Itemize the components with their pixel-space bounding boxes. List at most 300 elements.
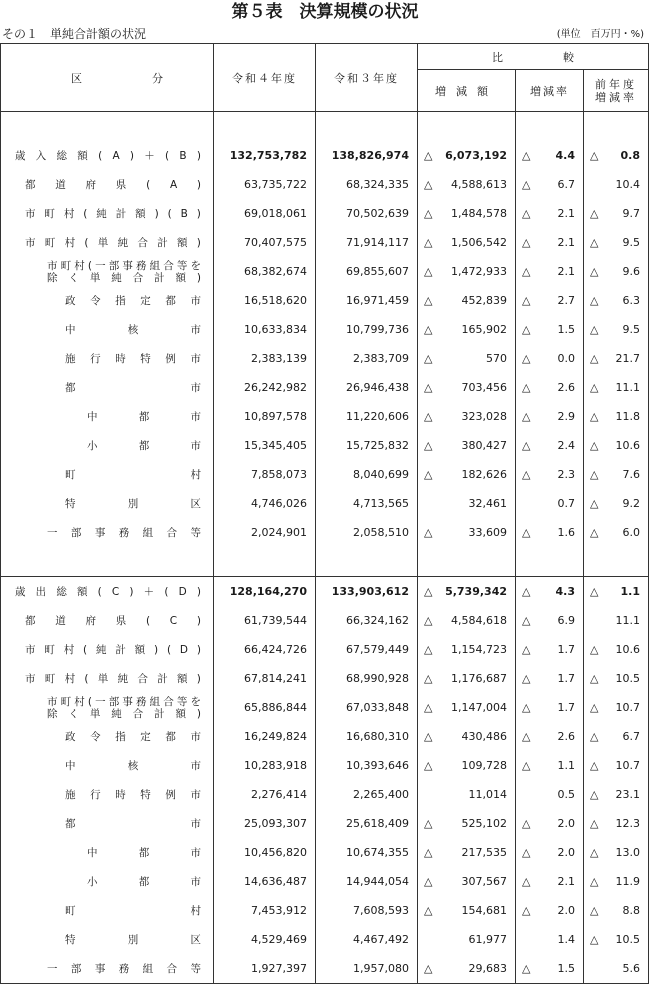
negative-mark: △ [522,614,531,627]
row-label-char: ( [146,178,151,191]
row-label-char: ＋ [143,586,155,598]
cell-prev-rate [584,606,649,635]
cell-rate [516,199,584,228]
cell-diff [418,635,516,664]
row-label-char: ) [154,207,159,220]
cell-prev-rate [584,286,649,315]
row-label-char: 市 [190,440,201,452]
row-label-line [47,708,201,720]
row-label-line [47,260,201,272]
cell-prev-rate-value: 11.1 [615,614,641,627]
row-label-char: を [190,259,201,272]
row-label-char: 町 [44,673,56,685]
row-label-char: 道 [55,615,66,627]
cell-prev-rate [584,838,649,867]
cell-prev-rate [584,431,649,460]
table-row [1,664,649,693]
cell-r4 [214,431,316,460]
cell-r4 [214,722,316,751]
table-row [1,809,649,838]
cell-prev-rate [584,170,649,199]
cell-r3 [316,635,418,664]
row-label-char: 令 [90,731,101,743]
cell-r4-value: 4,529,469 [251,933,307,946]
negative-mark: △ [522,323,531,336]
negative-mark: △ [522,759,531,772]
negative-mark: △ [522,381,531,394]
cell-r3 [316,170,418,199]
negative-mark: △ [590,410,599,423]
row-label-char: 都 [165,731,176,743]
cell-rate-value: 1.1 [557,759,575,772]
row-label-text [65,496,201,511]
negative-mark: △ [522,178,531,191]
row-label-char: 務 [118,527,130,539]
cell-diff [418,460,516,489]
row-label [1,896,214,925]
cell-diff [418,286,516,315]
row-label-char: 中 [87,411,98,423]
row-label-char: 務 [118,963,130,975]
row-label-char: 都 [138,876,150,888]
cell-diff [418,199,516,228]
cell-r3-value: 16,971,459 [346,294,409,307]
row-label-char: 小 [87,876,98,888]
cell-diff [418,896,516,925]
row-label-char: 計 [157,237,168,249]
row-label-char: 市 [190,324,201,336]
table-row [1,170,649,199]
header-category [1,44,233,112]
row-label-char: C [111,585,120,598]
cell-r4 [214,373,316,402]
cell-r3-value: 16,680,310 [346,730,409,743]
row-label-text [65,467,201,482]
row-label-char: 一 [95,259,106,272]
row-label-char: 計 [154,271,165,284]
row-label-char: ( [97,585,102,598]
negative-mark: △ [424,904,433,917]
cell-prev-rate-value: 10.5 [615,672,641,685]
negative-mark: △ [424,294,433,307]
cell-diff-value: 525,102 [461,817,507,830]
cell-prev-rate-value: 1.1 [620,585,641,598]
row-label-char: 額 [134,644,146,656]
cell-prev-rate-value: 9.5 [622,323,641,336]
row-label-char: 市 [190,760,201,772]
cell-diff-value: 323,028 [461,410,507,423]
negative-mark: △ [424,846,433,859]
cell-r3-value: 10,799,736 [346,323,409,336]
cell-diff [418,257,516,286]
header-diff-text: 増減額 [435,84,498,98]
cell-r4 [214,780,316,809]
spacer-row [1,547,649,577]
negative-mark: △ [424,962,433,975]
row-label-char: 単 [89,271,101,284]
negative-mark: △ [590,381,599,394]
row-label-char: 都 [138,411,150,423]
row-label-char: を [190,695,201,708]
cell-r4-value: 7,453,912 [251,904,307,917]
cell-r3-value: 26,946,438 [346,381,409,394]
row-label-char: 市 [190,353,201,365]
cell-r3-value: 67,579,449 [346,643,409,656]
table-row [1,838,649,867]
table-row [1,199,649,228]
cell-prev-rate-value: 12.3 [615,817,641,830]
cell-rate-value: 4.4 [555,149,575,162]
negative-mark: △ [424,875,433,888]
row-label-char: ) [196,178,201,191]
row-label-char: 市 [190,847,201,859]
row-label-char: 合 [137,237,148,249]
cell-diff-value: 1,506,542 [451,236,507,249]
row-label-text [65,293,201,308]
row-label-char: 総 [56,150,68,162]
row-label [1,315,214,344]
row-label-text [87,409,201,424]
row-label [1,925,214,954]
cell-r3 [316,693,418,722]
row-label [1,141,214,170]
cell-diff [418,693,516,722]
negative-mark: △ [424,526,433,539]
cell-rate-value: 1.7 [557,672,575,685]
cell-r4-value: 63,735,722 [244,178,307,191]
cell-diff [418,228,516,257]
row-label-char: 額 [176,673,188,685]
row-label [1,635,214,664]
cell-diff [418,751,516,780]
negative-mark: △ [424,265,433,278]
cell-prev-rate-value: 10.5 [615,933,641,946]
cell-r3 [316,518,418,547]
cell-rate-value: 6.7 [557,178,575,191]
cell-prev-rate-value: 7.6 [622,468,641,481]
row-label-char: D [178,585,187,598]
negative-mark: △ [522,468,531,481]
cell-r3-value: 11,220,606 [346,410,409,423]
cell-rate-value: 4.3 [555,585,575,598]
row-label-char: 純 [111,707,122,720]
row-label-char: 純 [95,644,107,656]
row-label-char: 例 [165,789,176,801]
row-label-text [65,903,201,918]
row-label-char: 特 [140,789,151,801]
negative-mark: △ [522,352,531,365]
row-label-char: ( [83,643,88,656]
row-label-char: 部 [108,695,120,708]
cell-diff [418,170,516,199]
row-label-char: 市 [190,818,201,830]
cell-prev-rate [584,199,649,228]
row-label [1,344,214,373]
negative-mark: △ [590,497,599,510]
cell-r4-value: 68,382,674 [244,265,307,278]
cell-rate [516,257,584,286]
cell-r4-value: 26,242,982 [244,381,307,394]
cell-diff-value: 217,535 [461,846,507,859]
cell-prev-rate [584,780,649,809]
cell-diff-value: 1,147,004 [451,701,507,714]
cell-diff [418,431,516,460]
cell-rate [516,867,584,896]
cell-diff-value: 109,728 [461,759,507,772]
row-label [1,606,214,635]
cell-rate [516,751,584,780]
row-label [1,722,214,751]
cell-prev-rate [584,954,649,984]
negative-mark: △ [424,323,433,336]
negative-mark: △ [424,178,433,191]
cell-rate [516,664,584,693]
header-rate [516,70,584,112]
cell-diff-value: 5,739,342 [445,585,507,598]
row-label-char: 組 [142,963,154,975]
cell-r3-value: 8,040,699 [353,468,409,481]
cell-prev-rate-value: 11.1 [615,381,641,394]
table-row [1,780,649,809]
table-row [1,315,649,344]
cell-rate [516,635,584,664]
cell-rate-value: 0.5 [557,788,575,801]
negative-mark: △ [590,846,599,859]
negative-mark: △ [424,352,433,365]
row-label [1,170,214,199]
cell-prev-rate-value: 21.7 [615,352,641,365]
row-label-char: ) [196,236,201,249]
spacer-cell [516,547,584,577]
negative-mark: △ [522,265,531,278]
negative-mark: △ [590,585,599,598]
row-label-char: ( [87,695,92,708]
row-label-char: 特 [140,353,151,365]
cell-prev-rate-value: 9.5 [622,236,641,249]
row-label-char: ( [87,259,92,272]
cell-r3 [316,867,418,896]
cell-r3 [316,286,418,315]
cell-diff-value: 4,584,618 [451,614,507,627]
row-label-char: 市 [190,382,201,394]
cell-diff [418,954,516,984]
cell-rate [516,286,584,315]
negative-mark: △ [522,730,531,743]
spacer-row [1,112,649,142]
spacer-cell [214,547,316,577]
cell-diff-value: 4,588,613 [451,178,507,191]
negative-mark: △ [522,439,531,452]
row-label-char: 事 [94,963,106,975]
negative-mark: △ [522,410,531,423]
table-body [1,112,649,984]
cell-prev-rate [584,867,649,896]
cell-prev-rate [584,635,649,664]
row-label-text [25,206,201,221]
cell-rate-value: 1.5 [557,962,575,975]
negative-mark: △ [590,323,599,336]
row-label-char: 額 [175,707,186,720]
row-label-char: 単 [89,707,101,720]
row-label-char: 部 [108,259,120,272]
spacer-cell [584,112,649,142]
table-row [1,402,649,431]
cell-r3-value: 68,990,928 [346,672,409,685]
row-label-text [65,351,201,366]
row-label-char: 除 [47,271,58,284]
header-r3-text: 令和３年度 [334,71,399,85]
row-label-char: 単 [97,673,109,685]
table-row [1,925,649,954]
cell-prev-rate [584,751,649,780]
cell-prev-rate [584,460,649,489]
row-label [1,954,214,984]
header-compare-text: 比較 [492,50,635,64]
row-label-char: 村 [63,208,75,220]
header-r4-text: 令和４年度 [232,71,297,85]
cell-r4 [214,344,316,373]
row-label-text [25,642,201,657]
cell-diff [418,664,516,693]
cell-diff-value: 452,839 [461,294,507,307]
cell-rate [516,228,584,257]
cell-diff-value: 32,461 [468,497,507,510]
row-label-char: 額 [175,271,186,284]
cell-rate [516,402,584,431]
row-label [1,664,214,693]
table-row [1,896,649,925]
negative-mark: △ [424,381,433,394]
cell-prev-rate [584,693,649,722]
row-label-char: 指 [115,295,126,307]
cell-diff [418,141,516,170]
cell-rate-value: 1.5 [557,323,575,336]
row-label [1,751,214,780]
cell-rate [516,489,584,518]
negative-mark: △ [522,962,531,975]
row-label-char: 中 [65,324,76,336]
table-row [1,693,649,722]
row-label-char: 都 [25,179,36,191]
cell-prev-rate [584,489,649,518]
cell-diff [418,518,516,547]
row-label-char: ( [84,236,89,249]
spacer-cell [418,547,516,577]
row-label-text [65,758,201,773]
spacer-cell [584,547,649,577]
table-row [1,489,649,518]
cell-rate [516,693,584,722]
row-label-char: 都 [65,818,76,830]
negative-mark: △ [590,730,599,743]
negative-mark: △ [590,788,599,801]
row-label-char: 事 [122,695,133,708]
spacer-cell [1,547,214,577]
cell-r3 [316,896,418,925]
cell-diff-value: 570 [486,352,507,365]
row-label-char: 区 [190,498,201,510]
cell-rate-value: 2.1 [557,236,575,249]
row-label-char: ) [196,271,201,284]
cell-r3-value: 2,383,709 [353,352,409,365]
row-label-char: 町 [44,237,56,249]
cell-r3-value: 10,674,355 [346,846,409,859]
row-label-char: 務 [135,259,147,272]
row-label-text [87,874,201,889]
cell-diff [418,489,516,518]
row-label-char: 額 [176,237,188,249]
cell-prev-rate-value: 10.6 [615,643,641,656]
cell-diff-value: 182,626 [461,468,507,481]
negative-mark: △ [424,468,433,481]
row-label-char: 総 [56,586,67,598]
row-label-char: 村 [64,673,76,685]
cell-r4 [214,809,316,838]
row-label-char: 政 [65,295,76,307]
cell-r4-value: 16,518,620 [244,294,307,307]
row-label [1,809,214,838]
negative-mark: △ [424,730,433,743]
cell-r3 [316,954,418,984]
negative-mark: △ [424,672,433,685]
cell-rate-value: 2.6 [557,381,575,394]
negative-mark: △ [590,207,599,220]
row-label-char: 村 [190,905,201,917]
row-label-char: 計 [157,673,168,685]
header-rate-text: 増減率 [530,84,569,98]
header-compare [418,44,649,70]
cell-prev-rate-value: 0.8 [620,149,641,162]
cell-r4 [214,925,316,954]
row-label-char: ) [196,207,201,220]
cell-diff-value: 33,609 [468,526,507,539]
cell-r3-value: 2,265,400 [353,788,409,801]
cell-rate-value: 2.1 [557,265,575,278]
cell-prev-rate-value: 10.7 [615,759,641,772]
negative-mark: △ [590,643,599,656]
row-label-char: 事 [94,527,106,539]
row-label-char: 町 [44,208,55,220]
row-label-char: 純 [117,237,129,249]
header-prev-rate-line1: 前年度 [595,77,638,91]
row-label-text [15,148,201,163]
cell-diff-value: 1,472,933 [451,265,507,278]
cell-r3-value: 71,914,117 [346,236,409,249]
cell-r4 [214,751,316,780]
row-label-text [47,260,201,284]
header-r3 [316,44,418,112]
cell-rate [516,896,584,925]
row-label-char: 特 [65,934,76,946]
cell-r4 [214,315,316,344]
cell-r4-value: 25,093,307 [244,817,307,830]
cell-prev-rate [584,896,649,925]
cell-prev-rate [584,722,649,751]
row-label-char: 市 [25,644,36,656]
cell-r4-value: 10,897,578 [244,410,307,423]
row-label [1,518,214,547]
row-label-char: 別 [127,934,139,946]
table-row [1,867,649,896]
cell-diff [418,577,516,606]
cell-r3-value: 15,725,832 [346,439,409,452]
table-row [1,344,649,373]
row-label-char: ) [196,643,201,656]
row-label-text [87,845,201,860]
row-label-char: ) [129,585,134,598]
cell-r4-value: 67,814,241 [244,672,307,685]
row-label-char: 村 [190,469,201,481]
